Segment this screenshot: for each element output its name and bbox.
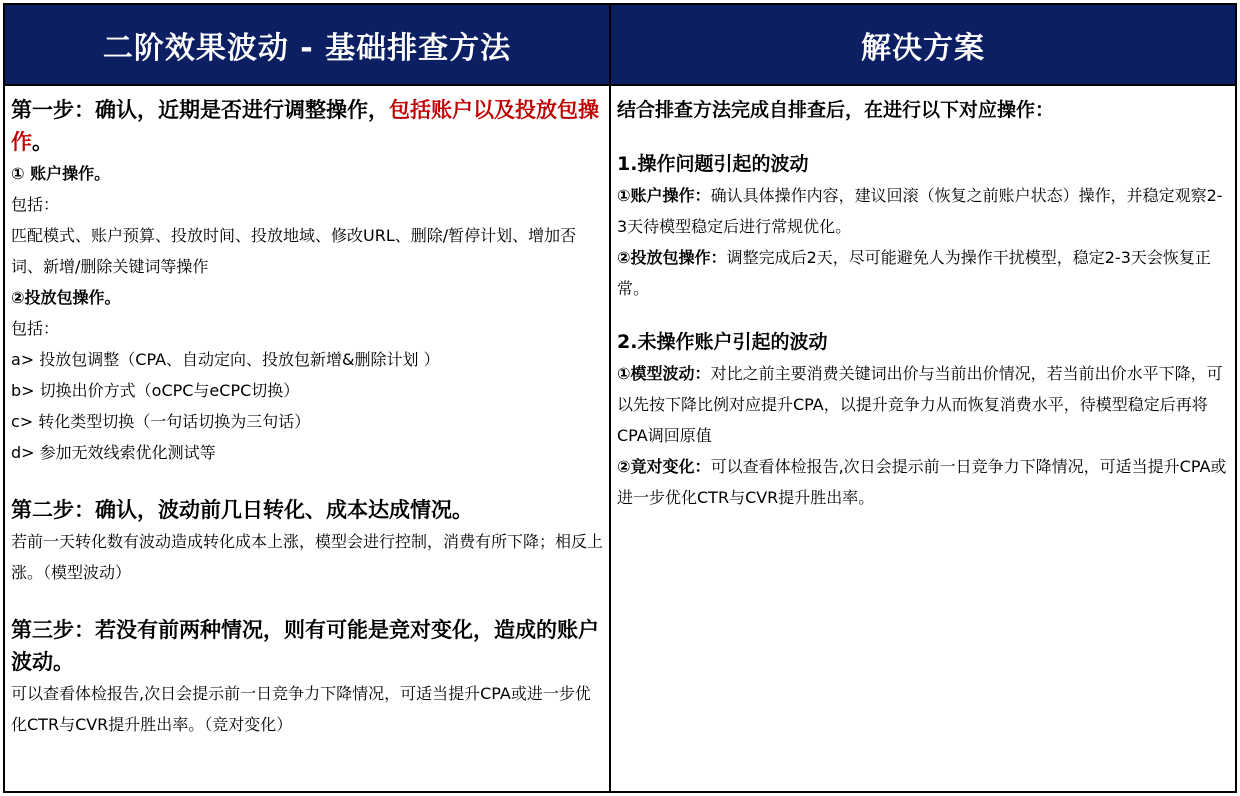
section2-item1: ①模型波动：对比之前主要消费关键词出价与当前出价情况，若当前出价水平下降，可以先按下降比例对应提升CPA，以提升竞争力从而恢复消费水平，待模型稳定后再将CPA调回原值 bbox=[617, 364, 1223, 445]
comparison-table bbox=[3, 3, 1237, 793]
package-ops-label: ②投放包操作。 bbox=[11, 288, 121, 307]
package-ops-item: a> 投放包调整（CPA、自动定向、投放包新增&删除计划 ） bbox=[11, 350, 440, 369]
right-header bbox=[611, 5, 1235, 84]
section1-title: 1.操作问题引起的波动 bbox=[617, 153, 809, 175]
spacer bbox=[617, 304, 1229, 326]
package-ops-item: b> 切换出价方式（oCPC与eCPC切换） bbox=[11, 381, 300, 400]
spacer bbox=[11, 588, 603, 614]
package-ops-item: d> 参加无效线索优化测试等 bbox=[11, 443, 216, 462]
step3-title: 第三步：若没有前两种情况，则有可能是竞对变化，造成的账户波动。 bbox=[11, 618, 599, 674]
section1-item1: ①账户操作：确认具体操作内容，建议回滚（恢复之前账户状态）操作，并稳定观察2-3天待模型稳定后进行常规优化。 bbox=[617, 186, 1223, 236]
account-ops-label: ① 账户操作。 bbox=[11, 164, 111, 183]
section1-item2: ②投放包操作：调整完成后2天，尽可能避免人为操作干扰模型，稳定2-3天会恢复正常。 bbox=[617, 248, 1211, 298]
right-header-title: 解决方案 bbox=[861, 30, 985, 66]
section2-item2: ②竟对变化：可以查看体检报告,次日会提示前一日竞争力下降情况，可适当提升CPA或进一步优化CTR与CVR提升胜出率。 bbox=[617, 457, 1227, 507]
solution-column bbox=[611, 84, 1235, 791]
package-ops-include: 包括： bbox=[11, 319, 60, 338]
step1-highlight: 包括账户以及投放包操作 bbox=[11, 98, 599, 154]
spacer bbox=[617, 126, 1229, 148]
step2-desc: 若前一天转化数有波动造成转化成本上涨，模型会进行控制，消费有所下降；相反上涨。（模型波动） bbox=[11, 532, 604, 582]
troubleshooting-column bbox=[5, 84, 611, 791]
step1-title: 第一步：确认，近期是否进行调整操作，包括账户以及投放包操作。 bbox=[11, 98, 599, 154]
section2-title: 2.未操作账户引起的波动 bbox=[617, 331, 828, 353]
step3-desc: 可以查看体检报告,次日会提示前一日竞争力下降情况，可适当提升CPA或进一步优化CTR与CVR提升胜出率。（竞对变化） bbox=[11, 684, 591, 734]
solution-intro: 结合排查方法完成自排查后，在进行以下对应操作： bbox=[617, 99, 1055, 121]
package-ops-item: c> 转化类型切换（一句话切换为三句话） bbox=[11, 412, 311, 431]
left-header-title: 二阶效果波动 - 基础排查方法 bbox=[102, 30, 512, 66]
spacer bbox=[11, 468, 603, 494]
account-ops-desc: 匹配模式、账户预算、投放时间、投放地域、修改URL、删除/暂停计划、增加否词、新增/删除关键词等操作 bbox=[11, 226, 577, 276]
account-ops-include: 包括： bbox=[11, 195, 60, 214]
left-header bbox=[5, 5, 611, 84]
step2-title: 第二步：确认，波动前几日转化、成本达成情况。 bbox=[11, 498, 473, 522]
